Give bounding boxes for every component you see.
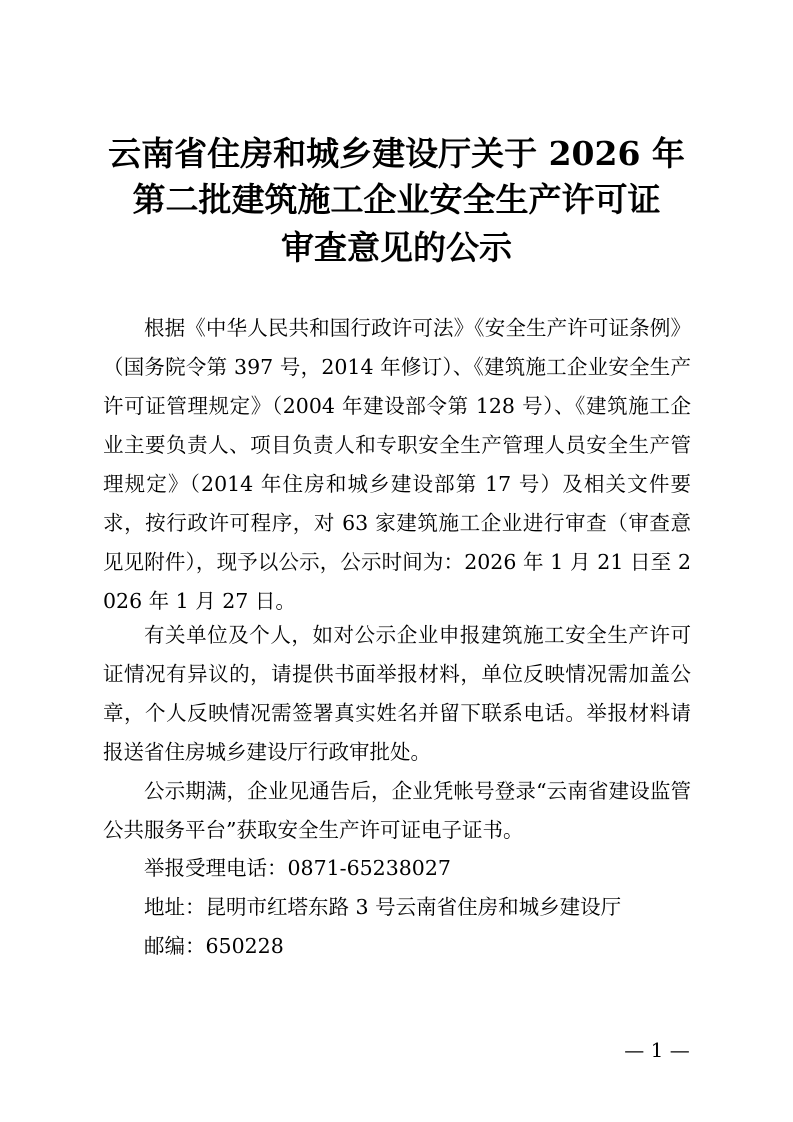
page-number: — 1 — (624, 1038, 690, 1062)
contact-address: 地址：昆明市红塔东路 3 号云南省住房和城乡建设厅 (144, 895, 622, 919)
contact-phone: 举报受理电话：0871-65238027 (144, 856, 451, 880)
title-line-1: 云南省住房和城乡建设厅关于 2026 年 (108, 134, 685, 173)
paragraph-legal-basis: 根据《中华人民共和国行政许可法》《安全生产许可证条例》（国务院令第 397 号，2014 年修订）、《建筑施工企业安全生产许可证管理规定》（2004 年建设部令第 128 号）、《建筑施工企业主要负责人、项目负责人和专职安全生产管理人员安全生产管理规定》（2014 年住房和城乡建设部第 17 号）及相关文件要求，按行政许可程序，对 63 家建筑施工企业进行审查（审查意见见附件），现予以公示，公示时间为：2026 年 1 月 21 日至 2026 年 1 月 27 日。 (103, 316, 691, 613)
title-line-3: 审查意见的公示 (281, 228, 512, 267)
paragraph-objection-instructions: 有关单位及个人，如对公示企业申报建筑施工安全生产许可证情况有异议的，请提供书面举报材料，单位反映情况需加盖公章，个人反映情况需签署真实姓名并留下联系电话。举报材料请报送省住房城乡建设厅行政审批处。 (103, 623, 691, 764)
paragraph-certificate-notice: 公示期满，企业见通告后，企业凭帐号登录“云南省建设监管公共服务平台”获取安全生产许可证电子证书。 (103, 779, 691, 842)
title-line-2: 第二批建筑施工企业安全生产许可证 (132, 180, 661, 219)
contact-postcode: 邮编：650228 (144, 934, 284, 958)
